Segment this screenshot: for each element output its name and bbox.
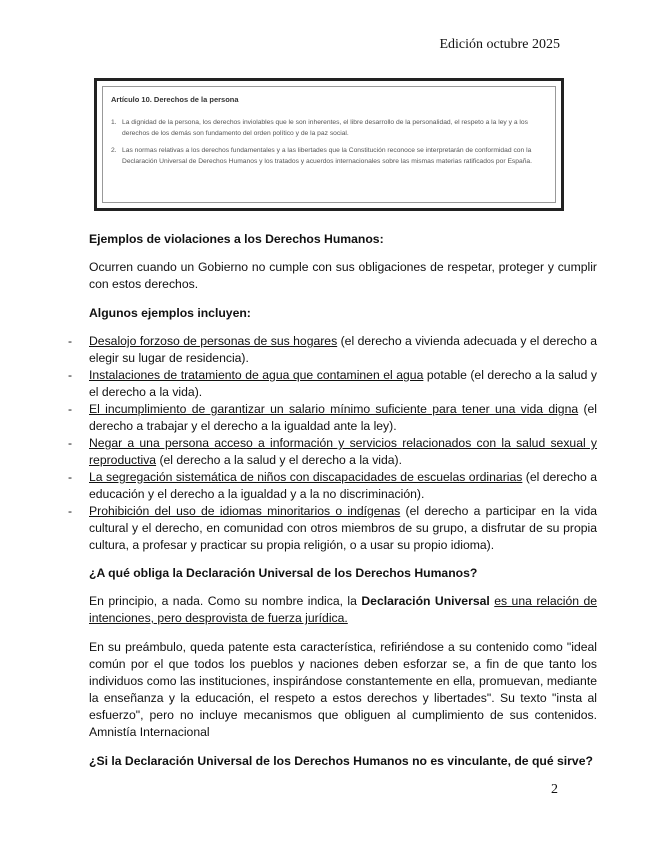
example-rest: (el derecho a la salud y el derecho a la vida). [156,453,403,467]
page-number: 2 [551,782,558,797]
article-item [111,117,547,139]
section-heading-purpose: ¿Si la Declaración Universal de los Derechos Humanos no es vinculante, de qué sirve? [89,754,593,768]
section-heading-violations: Ejemplos de violaciones a los Derechos Humanos: [89,232,384,246]
example-item [68,469,598,503]
example-rest: (el derecho a trabajar y el derecho a la igualdad ante la ley). [89,402,597,433]
example-item [68,435,597,469]
list-dash: - [68,436,73,450]
section-heading-examples: Algunos ejemplos incluyen: [89,306,251,320]
example-underlined: Prohibición del uso de idiomas minoritarios o indígenas [89,504,401,518]
example-underlined: La segregación sistemática de niños con discapacidades de escuelas ordinarias [89,470,523,484]
article-item-number: 2. [111,147,117,154]
obligation-paragraph-1 [89,593,597,627]
example-rest: (el derecho a vivienda adecuada y el derecho a elegir su lugar de residencia). [89,334,598,365]
obligation-paragraph-2: En su preámbulo, queda patente esta característica, refiriéndose a su contenido como "ideal común por el que todos los pueblos y naciones deben esforzar se, a fin de que tanto los individuos como las instituciones, inspirándose constantemente en ella, promuevan, mediante la enseñanza y la educación, el respeto a estos derechos y libertades". Su texto "insta al esfuerzo", pero no incluye mecanismos que obliguen al cumplimiento de sus contenidos. Amnistía Internacional [89,640,597,739]
article-item [111,145,547,167]
example-underlined: Negar a una persona acceso a información y servicios relacionados con la salud sexual y reproductiva [89,436,597,467]
article-item-number: 1. [111,119,117,126]
article-item-text: La dignidad de la persona, los derechos inviolables que le son inherentes, el libre desarrollo de la personalidad, el respeto a la ley y a los derechos de los demás son fundamento del orden político y de la paz social. [122,119,528,137]
article-title: Artículo 10. Derechos de la persona [111,95,239,104]
constitution-article-image [94,78,564,211]
example-rest: potable (el derecho a la salud y el derecho a la vida). [89,368,597,399]
article-list [111,117,547,167]
constitution-article-frame [102,86,556,203]
obligation-p1-start: En principio, a nada. Como su nombre indica, la [89,594,362,608]
article-item-text: Las normas relativas a los derechos fundamentales y a las libertades que la Constitución reconoce se interpretarán de conformidad con la Declaración Universal de Derechos Humanos y los tratados y acuerdos internacionales sobre las mismas materias ratificados por España. [122,147,532,165]
obligation-p1-bold: Declaración Universal [361,594,490,608]
example-rest: (el derecho a educación y el derecho a la igualdad y a la no discriminación). [89,470,598,501]
list-dash: - [68,402,73,416]
section-heading-obligation: ¿A qué obliga la Declaración Universal de los Derechos Humanos? [89,566,478,580]
list-dash: - [68,504,73,518]
list-dash: - [68,368,73,382]
example-rest: (el derecho a participar en la vida cultural y el derecho, en comunidad con otros miembros de su grupo, a disfrutar de su propia cultura, a profesar y practicar su propia religión, o a usar su propio idioma). [89,504,597,552]
example-item [68,333,598,367]
violations-paragraph: Ocurren cuando un Gobierno no cumple con sus obligaciones de respetar, proteger y cumplir con estos derechos. [89,260,597,291]
examples-list [68,333,598,554]
example-item [68,503,597,554]
list-dash: - [68,334,73,348]
example-underlined: El incumplimiento de garantizar un salario mínimo suficiente para tener una vida digna [89,402,579,416]
example-item [68,401,597,435]
list-dash: - [68,470,73,484]
example-item [68,367,597,401]
obligation-p1-underlined: es una relación de intenciones, pero desprovista de fuerza jurídica. [89,594,598,625]
example-underlined: Instalaciones de tratamiento de agua que contaminen el agua [89,368,424,382]
document-body [68,231,598,781]
example-underlined: Desalojo forzoso de personas de sus hogares [89,334,338,348]
edition-header: Edición octubre 2025 [439,37,560,52]
